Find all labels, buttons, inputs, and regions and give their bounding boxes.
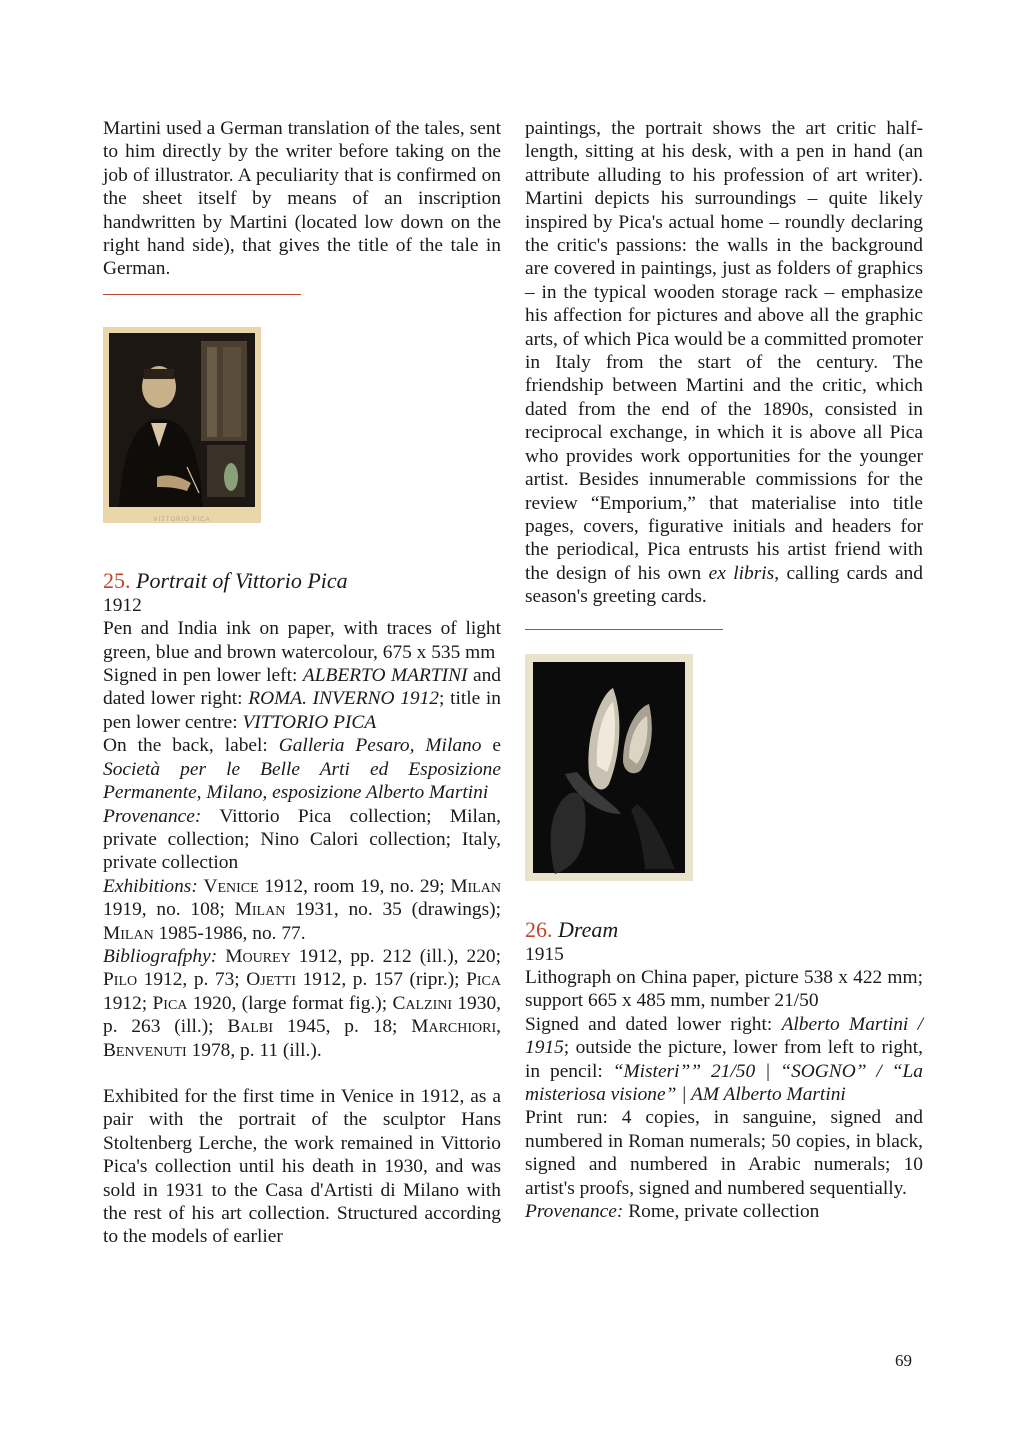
text-run: Milan <box>450 875 501 897</box>
text-run: Pica <box>152 992 188 1014</box>
text-run: Pica <box>466 969 501 991</box>
entry-25-body: Exhibited for the first time in Venice in 1912, as a pair with the portrait of the sculptor Hans Stoltenberg Lerche, the work remained in Vittorio Pica's collection until his death in 1930, and was sold in 1931 to the Casa d'Artisti di Milano with the rest of his art collection. Structured according to the models of earlier <box>103 1085 501 1248</box>
exhibitions-label: Exhibitions: <box>103 875 198 897</box>
text-run: 1945, p. 18; <box>273 1016 412 1038</box>
entry-26-provenance <box>525 1200 923 1223</box>
text-run: Vittorio Pica collection; Milan, private collection; Nino Calori collection; Italy, private collection <box>103 805 501 874</box>
entry-26-title: Dream <box>558 916 619 942</box>
text-run: Milan <box>234 899 286 921</box>
entry-25-provenance <box>103 805 501 875</box>
text-run: , <box>496 1016 501 1038</box>
text-run: 1978, p. 11 (ill.). <box>186 1039 322 1061</box>
text-run: 1912, p. 157 (ripr.); <box>296 969 467 991</box>
text-run: 1919, no. 108; <box>103 899 235 921</box>
text-run: Ojetti <box>246 969 297 991</box>
text-run: and dated lower right: <box>103 665 501 710</box>
text-run: Milan <box>103 922 154 944</box>
page-number: 69 <box>895 1351 912 1370</box>
intro-paragraph: Martini used a German translation of the tales, sent to him directly by the writer before taking on the job of illustrator. A peculiarity that is confirmed on the sheet itself by means of an inscription handwritten by Martini (located low down on the right hand side), that gives the title of the tale in German. <box>103 118 501 280</box>
portrait-vittorio-pica-image <box>103 327 261 523</box>
text-run: Benvenuti <box>103 1039 187 1061</box>
right-column <box>525 117 923 1223</box>
text-run: Calzini <box>392 992 453 1014</box>
text-run: Galleria Pesaro, Milano <box>278 735 482 757</box>
section-divider <box>103 294 301 295</box>
entry-25-signature <box>103 664 501 734</box>
catalogue-entry-25 <box>103 568 501 1249</box>
entry-25-year: 1912 <box>103 594 142 616</box>
text-run: Mourey <box>225 945 291 967</box>
entry-26-medium: Lithograph on China paper, picture 538 x 422 mm; support 665 x 485 mm, number 21/50 <box>525 966 923 1012</box>
entry-25-number: 25. <box>103 567 131 593</box>
entry-25-exhibitions <box>103 875 501 945</box>
text-run: paintings, the portrait shows the art critic half-length, sitting at his desk, with a pen in hand (an attribute alluding to his profession of art writer). Martini depicts his surroundings – quite likely inspired by Pica's actual home – roundly declaring the critic's passions: the walls in the background are covered in paintings, just as folders of graphics – in the typical wooden storage rack – emphasize his affection for pictures and above all the graphic arts, of which Pica would be a committed promoter in Italy from the start of the century. The friendship between Martini and the critic, which dated from the end of the 1890s, consisted in reciprocal exchange, in which it is above all Pica who provides work opportunities for the younger artist. Besides innumerable commissions for the review “Emporium,” that materialise into title pages, covers, figurative initials and headers for the periodical, Pica entrusts his artist friend with the design of his own <box>525 118 923 584</box>
text-run: Alberto Martini / 1915 <box>525 1013 924 1059</box>
dream-lithograph <box>525 654 693 881</box>
entry-26-heading <box>525 917 923 943</box>
dream-lithograph-image <box>525 654 693 881</box>
text-run: 1931, no. 35 (drawings); <box>285 899 501 921</box>
portrait-caption-label: VITTORIO PICA <box>153 516 211 523</box>
text-run: Venice <box>203 875 259 897</box>
text-run: 1985-1986, no. 77. <box>153 922 306 944</box>
text-run: Balbi <box>227 1016 273 1038</box>
entry-25-back-label <box>103 734 501 804</box>
provenance-label: Provenance: <box>525 1201 624 1222</box>
text-run: 1912; <box>103 992 153 1014</box>
text-run: 1912, p. 73; <box>137 969 247 991</box>
text-run: Società per le Belle Arti ed Esposizione Permanente, Milano, esposizione Alberto Martini <box>103 758 501 804</box>
text-run: 1920, (large format fig.); <box>187 992 393 1014</box>
text-run: On the back, label: <box>103 735 279 757</box>
text-run: ; outside the picture, lower from left to right, in pencil: <box>525 1037 923 1082</box>
text-run: “Misteri”” 21/50 | “SOGNO” / “La misteriosa visione” | AM Alberto Martini <box>525 1060 923 1105</box>
text-run: Signed in pen lower left: <box>103 665 303 687</box>
text-run: Marchiori <box>411 1016 497 1038</box>
text-run: ALBERTO MARTINI <box>302 665 468 687</box>
entry-25-heading <box>103 568 501 594</box>
catalogue-entry-26 <box>525 917 923 1224</box>
continuation-paragraph <box>525 117 923 609</box>
section-divider <box>525 629 723 630</box>
entry-26-number: 26. <box>525 916 553 942</box>
text-run: , calling cards and season's greeting cards. <box>525 562 923 608</box>
provenance-label: Provenance: <box>103 805 202 827</box>
text-run: Rome, private collection <box>623 1201 820 1222</box>
text-run: ROMA. INVERNO 1912 <box>248 688 439 710</box>
entry-25-bibliography <box>103 945 501 1062</box>
text-run: Signed and dated lower right: <box>525 1013 782 1035</box>
text-run: ex libris <box>708 562 775 584</box>
entry-25-medium: Pen and India ink on paper, with traces of light green, blue and brown watercolour, 675 x 535 mm <box>103 618 501 663</box>
text-run: 1912, pp. 212 (ill.), 220; <box>290 945 501 967</box>
text-run: e <box>481 735 501 757</box>
entry-26-signature <box>525 1013 923 1107</box>
entry-26-print-run: Print run: 4 copies, in sanguine, signed and numbered in Roman numerals; 50 copies, in black, signed and numbered in Arabic numerals; 10 artist's proofs, signed and numbered sequentially. <box>525 1107 923 1199</box>
bibliography-label: Bibliografphy: <box>103 945 218 967</box>
portrait-drawing <box>103 327 261 523</box>
text-run: ; title in pen lower centre: <box>103 688 502 733</box>
entry-26-year: 1915 <box>525 943 564 965</box>
text-run: Pilo <box>103 969 138 991</box>
text-run: 1930, p. 263 (ill.); <box>103 992 501 1038</box>
text-run: VITTORIO PICA <box>242 711 377 733</box>
left-column <box>103 117 501 1249</box>
text-run: 1912, room 19, no. 29; <box>258 875 451 897</box>
entry-25-title: Portrait of Vittorio Pica <box>136 567 348 593</box>
